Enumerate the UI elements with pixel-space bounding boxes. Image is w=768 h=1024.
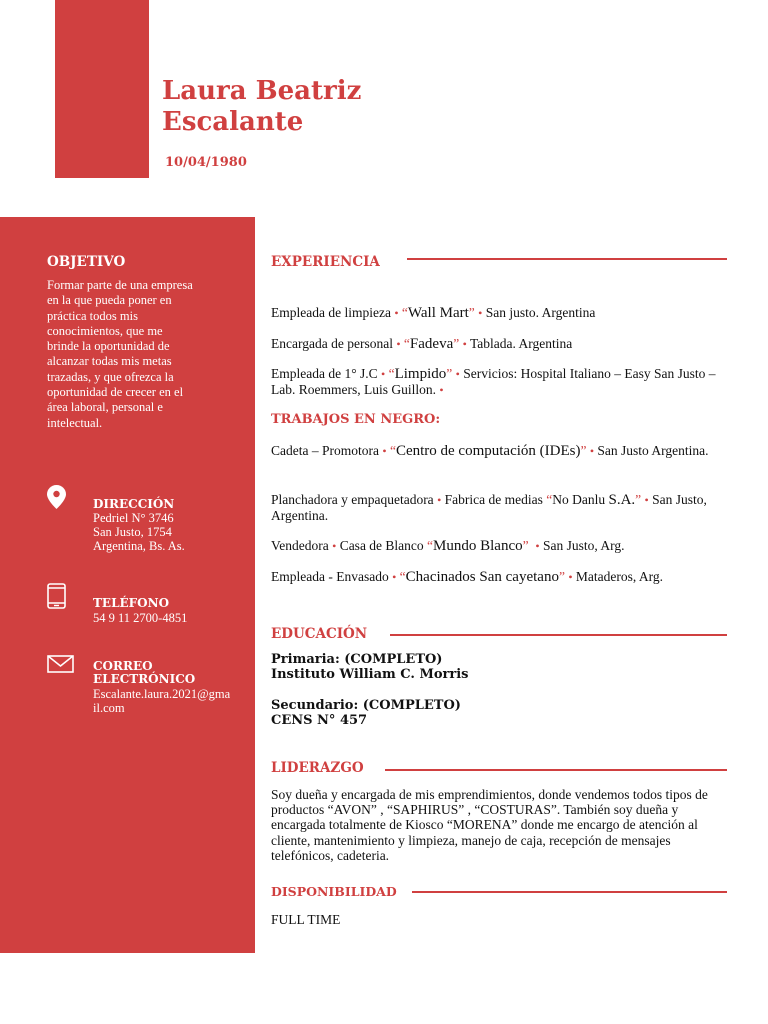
experience-rule — [407, 258, 727, 260]
job-company: Wall Mart — [407, 305, 469, 321]
bullet: • — [394, 306, 399, 320]
bullet: • — [535, 539, 540, 553]
email-value: Escalante.laura.2021@gmail.com — [93, 687, 231, 715]
job-place: Servicios: Hospital Italiano – Easy San Justo – Lab. Roemmers, Luis Guillon. — [271, 366, 716, 397]
quote-open: “ — [427, 538, 434, 553]
bullet: • — [381, 367, 386, 381]
bullet: • — [437, 493, 442, 507]
job-role: Vendedora — [271, 538, 329, 553]
leadership-text: Soy dueña y encargada de mis emprendimientos, donde vendemos todos tipos de productos “AVON” , “SAPHIRUS” , “COSTURAS”. También soy dueña y encargada totalmente de Kiosco “MORENA” donde me encargo de atención al cliente, mantenimiento y limpieza, manejo de caja, recepción de mensajes telefónicos, cadeteria. — [271, 787, 708, 863]
job-place: Tablada. Argentina — [469, 336, 573, 351]
leadership-rule — [385, 769, 727, 771]
quote-open: “ — [401, 305, 408, 320]
availability-title: DISPONIBILIDAD — [271, 884, 397, 899]
job-entry — [271, 569, 726, 585]
job-place: San Justo, Arg. — [542, 538, 625, 553]
address-label: DIRECCIÓN — [93, 497, 175, 511]
job-company-prefix: Casa de Blanco — [339, 538, 424, 553]
name-line-1: Laura Beatriz — [162, 76, 362, 106]
job-company: Fadeva — [409, 336, 454, 352]
phone-label: TELÉFONO — [93, 596, 170, 610]
education-rule — [390, 634, 727, 636]
job-entry — [271, 492, 726, 523]
phone-value: 54 9 11 2700-4851 — [93, 611, 188, 625]
address-value — [93, 511, 238, 553]
education-primary-school: Instituto William C. Morris — [271, 667, 469, 682]
job-role: Cadeta – Promotora — [271, 443, 379, 458]
quote-open: “ — [388, 366, 395, 381]
education-secondary — [271, 698, 461, 728]
bullet: • — [332, 539, 337, 553]
job-company: Chacinados San cayetano — [405, 569, 559, 585]
address-line-2: San Justo, 1754 — [93, 525, 172, 539]
education-secondary-level: Secundario: (COMPLETO) — [271, 698, 461, 713]
name-line-2: Escalante — [162, 107, 304, 137]
quote-open: “ — [403, 336, 410, 351]
job-role: Empleada de 1° J.C — [271, 366, 378, 381]
address-line-1: Pedriel N° 3746 — [93, 511, 174, 525]
quote-close: ” — [468, 305, 475, 320]
job-company: Limpido — [394, 366, 447, 382]
job-role: Empleada de limpieza — [271, 305, 391, 320]
education-primary-level: Primaria: (COMPLETO) — [271, 652, 443, 667]
quote-open: “ — [546, 492, 553, 507]
job-company-prefix: Fabrica de medias — [444, 492, 543, 507]
bullet: • — [439, 383, 444, 397]
job-entry — [271, 305, 726, 321]
location-pin-icon — [47, 485, 66, 509]
job-entry — [271, 538, 726, 554]
email-label — [93, 660, 195, 686]
phone-icon — [47, 583, 66, 609]
education-primary — [271, 652, 468, 682]
bullet: • — [478, 306, 483, 320]
envelope-icon — [47, 655, 74, 673]
quote-close: ” — [635, 492, 642, 507]
job-place: Mataderos, Arg. — [575, 569, 664, 584]
quote-close: ” — [453, 336, 460, 351]
education-secondary-school: CENS N° 457 — [271, 713, 368, 728]
email-label-line-2: ELECTRÓNICO — [93, 672, 196, 686]
date-of-birth: 10/04/1980 — [165, 155, 247, 170]
quote-close: ” — [558, 569, 565, 584]
bullet: • — [396, 337, 401, 351]
informal-jobs-title: TRABAJOS EN NEGRO: — [271, 412, 441, 427]
quote-open: “ — [389, 443, 396, 458]
bullet: • — [589, 444, 595, 458]
job-place: San justo. Argentina — [485, 305, 596, 320]
availability-rule — [412, 891, 727, 893]
job-company-suffix: S.A. — [608, 492, 636, 508]
job-place: San Justo, Argentina. — [271, 492, 707, 523]
objective-text: Formar parte de una empresa en la que pueda poner en práctica todos mis conocimientos, que me brinde la oportunidad de alcanzar todas mis metas trazadas, y que ofrezca la oportunidad de crecer en el área laboral, personal e intelectual. — [47, 278, 193, 430]
candidate-name — [162, 76, 361, 138]
job-company: No Danlu — [552, 492, 606, 507]
email-label-line-1: CORREO — [93, 659, 153, 673]
job-company: Centro de computación (IDEs) — [395, 443, 581, 459]
availability-value: FULL TIME — [271, 912, 341, 927]
experience-title: EXPERIENCIA — [271, 254, 380, 270]
quote-open: “ — [399, 569, 406, 584]
bullet: • — [568, 570, 573, 584]
job-role: Planchadora y empaquetadora — [271, 492, 434, 507]
job-company: Mundo Blanco — [433, 538, 523, 554]
address-line-3: Argentina, Bs. As. — [93, 539, 185, 553]
bullet: • — [462, 337, 467, 351]
job-entry — [271, 366, 726, 398]
sidebar — [0, 217, 255, 953]
education-title: EDUCACIÓN — [271, 626, 368, 642]
quote-close: ” — [446, 366, 453, 381]
job-role: Empleada - Envasado — [271, 569, 389, 584]
job-entry — [271, 336, 726, 352]
header-color-block — [55, 0, 149, 178]
bullet: • — [455, 367, 460, 381]
job-place: San Justo Argentina. — [597, 443, 709, 458]
bullet: • — [392, 570, 397, 584]
quote-close: ” — [580, 443, 587, 458]
job-entry — [271, 443, 726, 459]
leadership-title: LIDERAZGO — [271, 760, 364, 776]
job-role: Encargada de personal — [271, 336, 393, 351]
quote-close: ” — [522, 538, 529, 553]
bullet: • — [382, 444, 387, 458]
bullet: • — [644, 493, 649, 507]
objective-title: OBJETIVO — [47, 254, 126, 270]
